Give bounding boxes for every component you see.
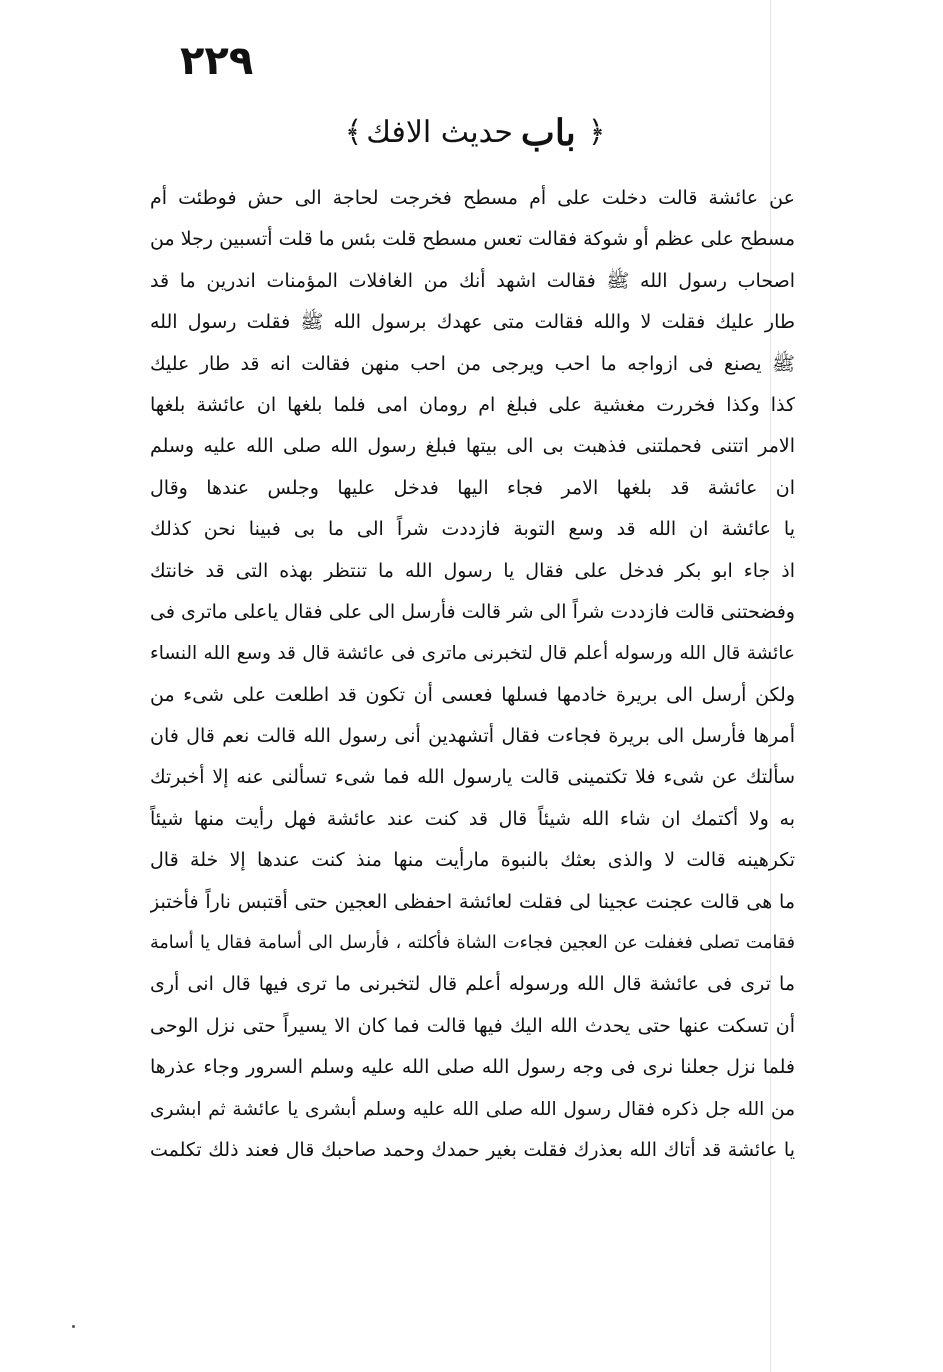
heading-bab: باب: [520, 112, 576, 154]
ornament-open: ﴿: [587, 115, 606, 150]
text-line: ولكن أرسل الى بريرة خادمها فسلها فعسى أن تكون قد اطلعت على شىء من: [150, 683, 795, 706]
text-line: اذ جاء ابو بكر فدخل على فقال يا رسول الله ما تنتظر بهذه التى قد خانتك: [150, 559, 795, 582]
text-line: اصحاب رسول الله ﷺ فقالت اشهد أنك من الغافلات المؤمنات اندرين ما قد: [150, 269, 795, 292]
text-line: ﷺ يصنع فى ازواجه ما احب ويرجى من احب منهن فقالت انه قد طار عليك: [150, 352, 795, 375]
body-text: [150, 178, 795, 1171]
text-line: من الله جل ذكره فقال رسول الله صلى الله عليه وسلم أبشرى يا عائشة ثم ابشرى: [150, 1098, 795, 1120]
page-speck: [72, 1325, 75, 1328]
text-line: طار عليك فقلت لا والله فقالت متى عهدك برسول الله ﷺ فقلت رسول الله: [150, 311, 795, 334]
text-line: به ولا أكتمك ان شاء الله شيئاً قال قد كنت عند عائشة فهل رأيت منها شيئاً: [150, 807, 795, 830]
text-line: أن تسكت عنها حتى يحدث الله اليك فيها قالت فما كان الا يسيراً حتى نزل الوحى: [150, 1014, 795, 1037]
ornament-close: ﴾: [344, 115, 363, 150]
page-number: ٢٢٩: [180, 38, 254, 84]
text-line: تكرهينه قالت لا والذى بعثك بالنبوة مارأيت منها منذ كنت عندها إلا خلة قال: [150, 849, 795, 872]
heading-title: حديث الافك: [366, 115, 513, 150]
text-line: فقامت تصلى فغفلت عن العجين فجاءت الشاة فأكلته ، فأرسل الى أسامة فقال يا أسامة: [150, 933, 795, 954]
text-line: الامر اتتنى فحملتنى فذهبت بى الى بيتها فبلغ رسول الله صلى الله عليه وسلم: [150, 435, 795, 458]
text-line: أمرها فأرسل الى بريرة فجاءت فقال أتشهدين أنى رسول الله قالت نعم قال فان: [150, 725, 795, 748]
text-line: عائشة قال الله ورسوله أعلم قال لتخبرنى ماترى فى عائشة قال قد وسع الله النساء: [150, 643, 795, 665]
text-line: فلما نزل جعلنا نرى فى وجه رسول الله صلى الله عليه وسلم السرور وجاء عذرها: [150, 1056, 795, 1079]
text-line: وفضحتنى قالت فازددت شراً الى شر قالت فأرسل الى على فقال ياعلى ماترى فى: [150, 600, 795, 623]
text-line: سألتك عن شىء فلا تكتمينى قالت يارسول الله فما شىء تسألنى عنه إلا أخبرتك: [150, 766, 795, 789]
chapter-heading: [250, 108, 700, 158]
text-line: يا عائشة ان الله قد وسع التوبة فازددت شراً الى ما بى فبينا نحن كذلك: [150, 518, 795, 541]
text-line: ما هى قالت عجنت عجينا لى فقلت لعائشة احفظى العجين حتى أقتبس ناراً فأختبز: [150, 890, 795, 913]
text-line: مسطح على عظم أو شوكة فقالت تعس مسطح قلت بئس ما قلت أتسبين رجلا من: [150, 228, 795, 251]
text-line: عن عائشة قالت دخلت على أم مسطح فخرجت لحاجة الى حش فوطئت أم: [150, 187, 795, 209]
text-line: ما ترى فى عائشة قال الله ورسوله أعلم قال لتخبرنى ما ترى فيها قال انى أرى: [150, 973, 795, 996]
text-line: كذا وكذا فخررت مغشية على فبلغ ام رومان امى فلما بلغها ان عائشة بلغها: [150, 393, 795, 416]
text-line: يا عائشة قد أتاك الله بعذرك فقلت بغير حمدك وحمد صاحبك قال فعند ذلك تكلمت: [150, 1138, 795, 1161]
text-line: ان عائشة قد بلغها الامر فجاء اليها فدخل عليها وجلس عندها وقال: [150, 476, 795, 499]
